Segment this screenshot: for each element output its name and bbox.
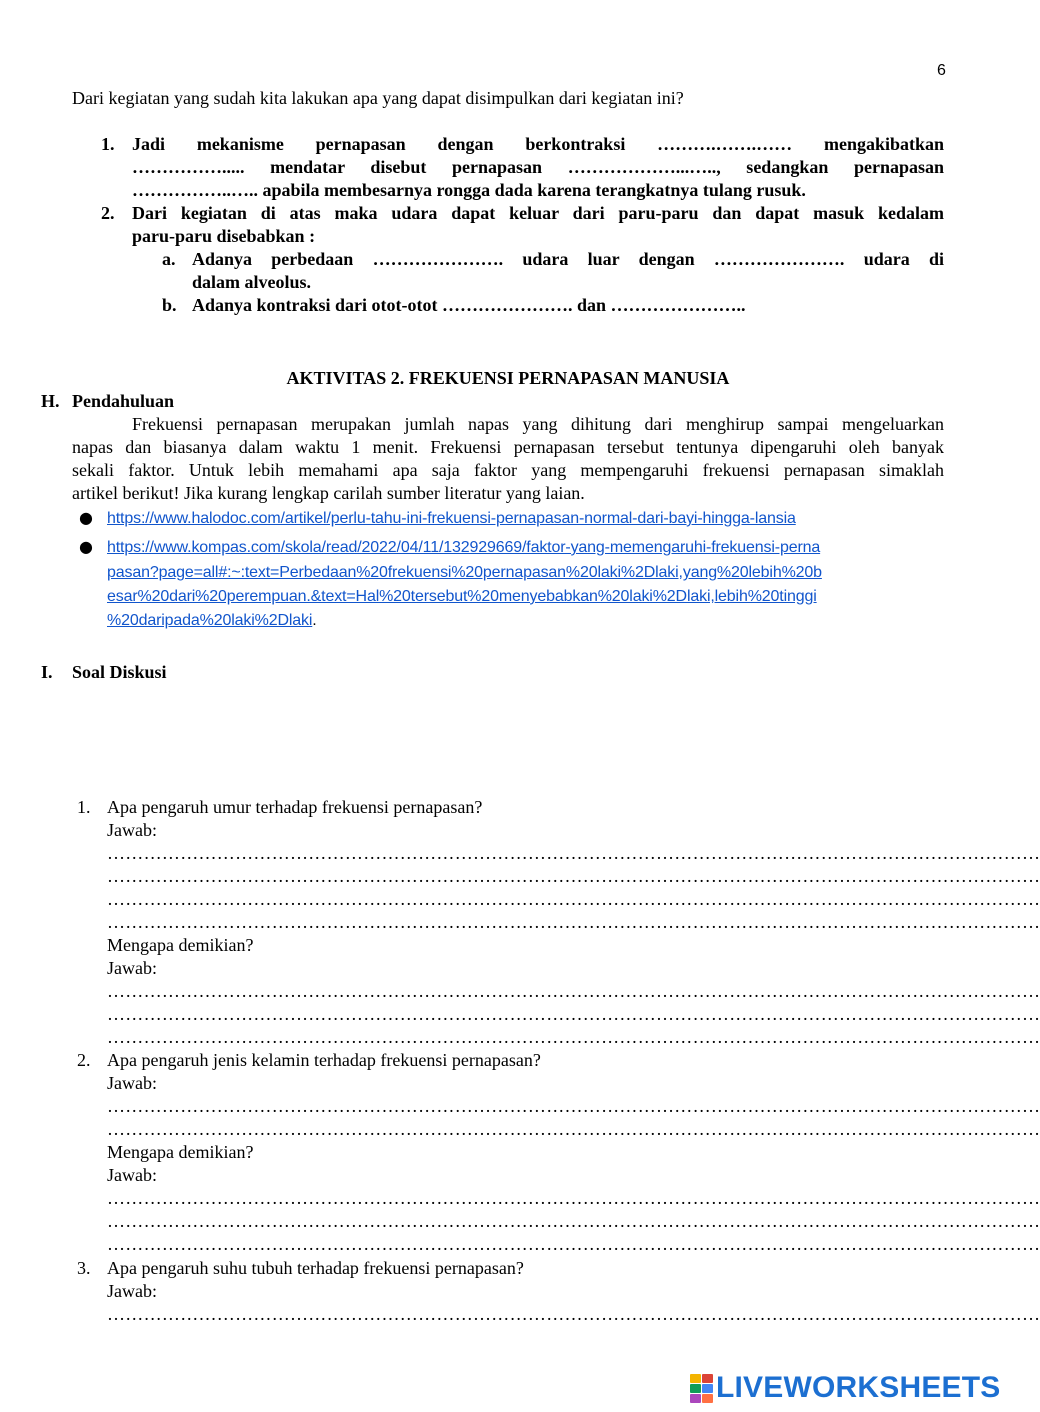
bullet-icon: ● bbox=[79, 537, 93, 556]
conclusion-item-2a-line-1: Adanya perbedaan …………………. udara luar dengan …………………. udara di bbox=[192, 249, 944, 269]
question-1-number: 1. bbox=[77, 797, 91, 817]
conclusion-item-1-line-1: Jadi mekanisme pernapasan dengan berkontraksi ……….…….…… mengakibatkan bbox=[132, 134, 944, 154]
conclusion-item-2b-label: b. bbox=[162, 295, 177, 315]
answer-line[interactable]: ……………………………………………………………………………………………………………………………………… bbox=[107, 1234, 1040, 1254]
answer-line[interactable]: ……………………………………………………………………………………………………………………………………… bbox=[107, 912, 1040, 932]
kompas-link-line-4[interactable]: %20daripada%20laki%2Dlaki bbox=[107, 612, 313, 629]
answer-line[interactable]: ……………………………………………………………………………………………………………………………………… bbox=[107, 1304, 1040, 1324]
section-i-label: I. bbox=[41, 662, 53, 682]
answer-label: Jawab: bbox=[107, 820, 157, 840]
question-2-text: Apa pengaruh jenis kelamin terhadap frekuensi pernapasan? bbox=[107, 1050, 541, 1070]
logo-text: LIVEWORKSHEETS bbox=[716, 1371, 1001, 1404]
answer-label: Jawab: bbox=[107, 1281, 157, 1301]
intro-paragraph-line-4: artikel berikut! Jika kurang lengkap carilah sumber literatur yang laian. bbox=[72, 483, 585, 503]
logo-block bbox=[702, 1394, 713, 1403]
activity-title: AKTIVITAS 2. FREKUENSI PERNAPASAN MANUSIA bbox=[286, 368, 730, 388]
logo-block bbox=[702, 1384, 713, 1393]
question-2-number: 2. bbox=[77, 1050, 91, 1070]
answer-line[interactable]: ……………………………………………………………………………………………………………………………………… bbox=[107, 843, 1040, 863]
conclusion-item-2a-line-2: dalam alveolus. bbox=[192, 272, 312, 292]
answer-line[interactable]: ……………………………………………………………………………………………………………………………………… bbox=[107, 866, 1040, 886]
answer-label: Jawab: bbox=[107, 958, 157, 978]
bullet-icon: ● bbox=[79, 508, 93, 527]
answer-line[interactable]: ……………………………………………………………………………………………………………………………………… bbox=[107, 1188, 1040, 1208]
intro-paragraph-line-1: Frekuensi pernapasan merupakan jumlah napas yang dihitung dari menghirup sampai mengeluarkan bbox=[132, 414, 944, 434]
conclusion-item-2-number: 2. bbox=[101, 203, 115, 223]
answer-line[interactable]: ……………………………………………………………………………………………………………………………………… bbox=[107, 1211, 1040, 1231]
why-label: Mengapa demikian? bbox=[107, 935, 254, 955]
page-number: 6 bbox=[937, 62, 946, 79]
answer-line[interactable]: ……………………………………………………………………………………………………………………………………… bbox=[107, 1096, 1040, 1116]
answer-line[interactable]: ……………………………………………………………………………………………………………………………………… bbox=[107, 1004, 1040, 1024]
conclusion-item-1-line-2: ……………..... mendatar disebut pernapasan ………………...….., sedangkan pernapasan bbox=[132, 157, 944, 177]
answer-line[interactable]: ……………………………………………………………………………………………………………………………………… bbox=[107, 1027, 1040, 1047]
answer-line[interactable]: ……………………………………………………………………………………………………………………………………… bbox=[107, 1119, 1040, 1139]
kompas-link-line-3[interactable]: esar%20dari%20perempuan.&text=Hal%20tersebut%20menyebabkan%20laki%2Dlaki,lebih%20tinggi bbox=[107, 588, 817, 605]
question-3-number: 3. bbox=[77, 1258, 91, 1278]
logo-block bbox=[702, 1374, 713, 1383]
logo-mark-icon bbox=[690, 1374, 712, 1402]
conclusion-item-2-line-2: paru-paru disebabkan : bbox=[132, 226, 316, 246]
conclusion-item-2-line-1: Dari kegiatan di atas maka udara dapat keluar dari paru-paru dan dapat masuk kedalam bbox=[132, 203, 944, 223]
section-h-label: H. bbox=[41, 391, 60, 411]
intro-question: Dari kegiatan yang sudah kita lakukan apa yang dapat disimpulkan dari kegiatan ini? bbox=[72, 88, 684, 108]
conclusion-item-2a-label: a. bbox=[162, 249, 176, 269]
question-1-text: Apa pengaruh umur terhadap frekuensi pernapasan? bbox=[107, 797, 483, 817]
section-i-title: Soal Diskusi bbox=[72, 662, 167, 682]
kompas-link-line-4-wrap bbox=[107, 608, 317, 633]
answer-label: Jawab: bbox=[107, 1073, 157, 1093]
answer-label: Jawab: bbox=[107, 1165, 157, 1185]
why-label: Mengapa demikian? bbox=[107, 1142, 254, 1162]
logo-block bbox=[690, 1374, 701, 1383]
intro-paragraph-line-2: napas dan biasanya dalam waktu 1 menit. Frekuensi pernapasan tersebut tentunya dipengaruhi oleh banyak bbox=[72, 437, 944, 457]
logo-block bbox=[690, 1394, 701, 1403]
section-h-title: Pendahuluan bbox=[72, 391, 175, 411]
answer-line[interactable]: ……………………………………………………………………………………………………………………………………… bbox=[107, 889, 1040, 909]
conclusion-item-1-number: 1. bbox=[101, 134, 115, 154]
answer-line[interactable]: ……………………………………………………………………………………………………………………………………… bbox=[107, 981, 1040, 1001]
liveworksheets-logo[interactable] bbox=[690, 1370, 1001, 1406]
question-3-text: Apa pengaruh suhu tubuh terhadap frekuensi pernapasan? bbox=[107, 1258, 524, 1278]
halodoc-link[interactable]: https://www.halodoc.com/artikel/perlu-tahu-ini-frekuensi-pernapasan-normal-dari-bayi-hingga-lansia bbox=[107, 510, 796, 527]
kompas-link-line-2[interactable]: pasan?page=all#:~:text=Perbedaan%20frekuensi%20pernapasan%20laki%2Dlaki,yang%20lebih%20b bbox=[107, 564, 822, 581]
conclusion-item-2b-line-1: Adanya kontraksi dari otot-otot …………………. dan ………………….. bbox=[192, 295, 746, 315]
logo-block bbox=[690, 1384, 701, 1393]
conclusion-item-1-line-3: ……………..….. apabila membesarnya rongga dada karena terangkatnya tulang rusuk. bbox=[132, 180, 806, 200]
link-period: . bbox=[312, 612, 317, 629]
intro-paragraph-line-3: sekali faktor. Untuk lebih memahami apa saja faktor yang mempengaruhi frekuensi pernapasan simaklah bbox=[72, 460, 944, 480]
kompas-link-line-1[interactable]: https://www.kompas.com/skola/read/2022/04/11/132929669/faktor-yang-memengaruhi-frekuensi-perna bbox=[107, 539, 821, 556]
